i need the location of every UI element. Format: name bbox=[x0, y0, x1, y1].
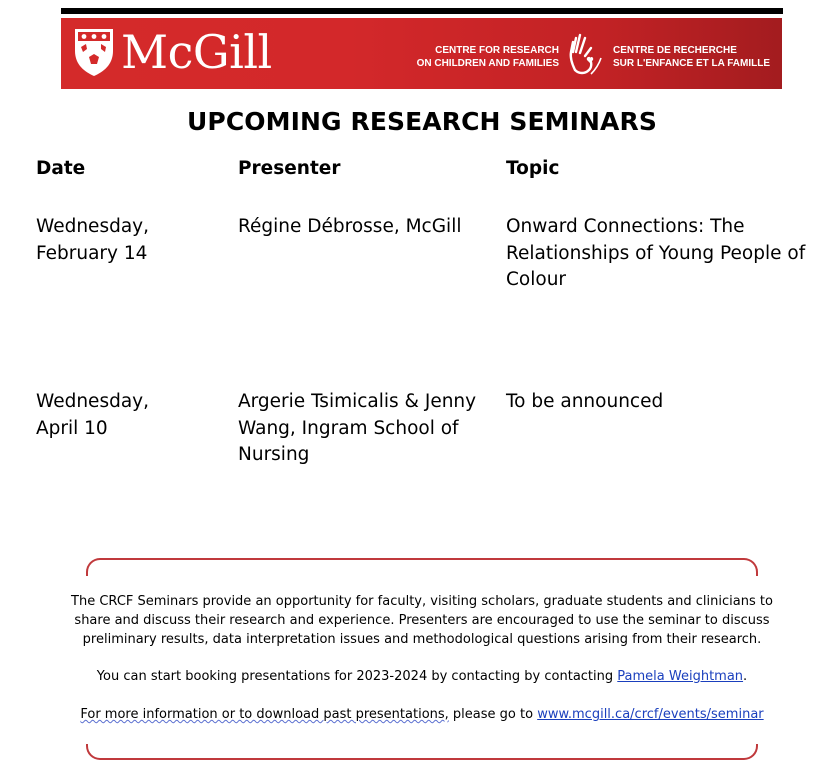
seminar-topic: Onward Connections: The Relationships of Young People of Colour bbox=[506, 216, 806, 290]
mcgill-wordmark: McGill bbox=[121, 25, 272, 79]
centre-en-line1: CENTRE FOR RESEARCH bbox=[435, 45, 559, 56]
seminar-description: The CRCF Seminars provide an opportunity for faculty, visiting scholars, graduate students and clinicians to share and discuss their research and experience. Presenters are encouraged to use the seminar to discuss preliminary results, data interpretation issues and methodological questions arising from their research. bbox=[71, 594, 773, 647]
booking-period: . bbox=[743, 669, 748, 684]
more-info-note bbox=[62, 705, 782, 724]
seminar-weekday: Wednesday, bbox=[36, 391, 149, 412]
more-info-text: For more information or to download past presentations, bbox=[80, 707, 449, 722]
more-info-connector: please go to bbox=[448, 707, 538, 722]
top-rule bbox=[61, 8, 783, 14]
mcgill-shield-icon bbox=[73, 27, 115, 77]
booking-note bbox=[62, 667, 782, 686]
seminar-topic: To be announced bbox=[506, 391, 664, 412]
seminar-presenter: Argerie Tsimicalis & Jenny Wang, Ingram School of Nursing bbox=[238, 391, 477, 465]
info-box-bottom-border bbox=[86, 744, 758, 760]
column-header-date: Date bbox=[36, 158, 86, 179]
seminar-day: April 10 bbox=[36, 417, 108, 439]
header-banner bbox=[61, 18, 782, 89]
seminar-website-link[interactable]: www.mcgill.ca/crcf/events/seminar bbox=[537, 707, 764, 722]
column-header-presenter: Presenter bbox=[238, 158, 341, 179]
hands-logo-icon bbox=[565, 30, 607, 76]
seminar-date bbox=[36, 389, 226, 442]
seminar-day: February 14 bbox=[36, 242, 148, 264]
centre-fr-line2: SUR L'ENFANCE ET LA FAMILLE bbox=[613, 58, 771, 69]
seminar-date bbox=[36, 214, 226, 267]
column-header-topic: Topic bbox=[506, 158, 560, 179]
centre-en-line2: ON CHILDREN AND FAMILIES bbox=[416, 58, 559, 69]
info-box-top-border bbox=[86, 558, 758, 576]
seminar-presenter: Régine Débrosse, McGill bbox=[238, 216, 462, 237]
page-title: UPCOMING RESEARCH SEMINARS bbox=[187, 107, 657, 136]
centre-fr-line1: CENTRE DE RECHERCHE bbox=[613, 45, 737, 56]
booking-text: You can start booking presentations for 2023-2024 by contacting by contacting bbox=[96, 669, 614, 684]
contact-link[interactable]: Pamela Weightman bbox=[617, 669, 744, 684]
seminar-weekday: Wednesday, bbox=[36, 216, 149, 237]
centre-name-en bbox=[411, 44, 559, 70]
centre-name-fr bbox=[613, 44, 778, 70]
